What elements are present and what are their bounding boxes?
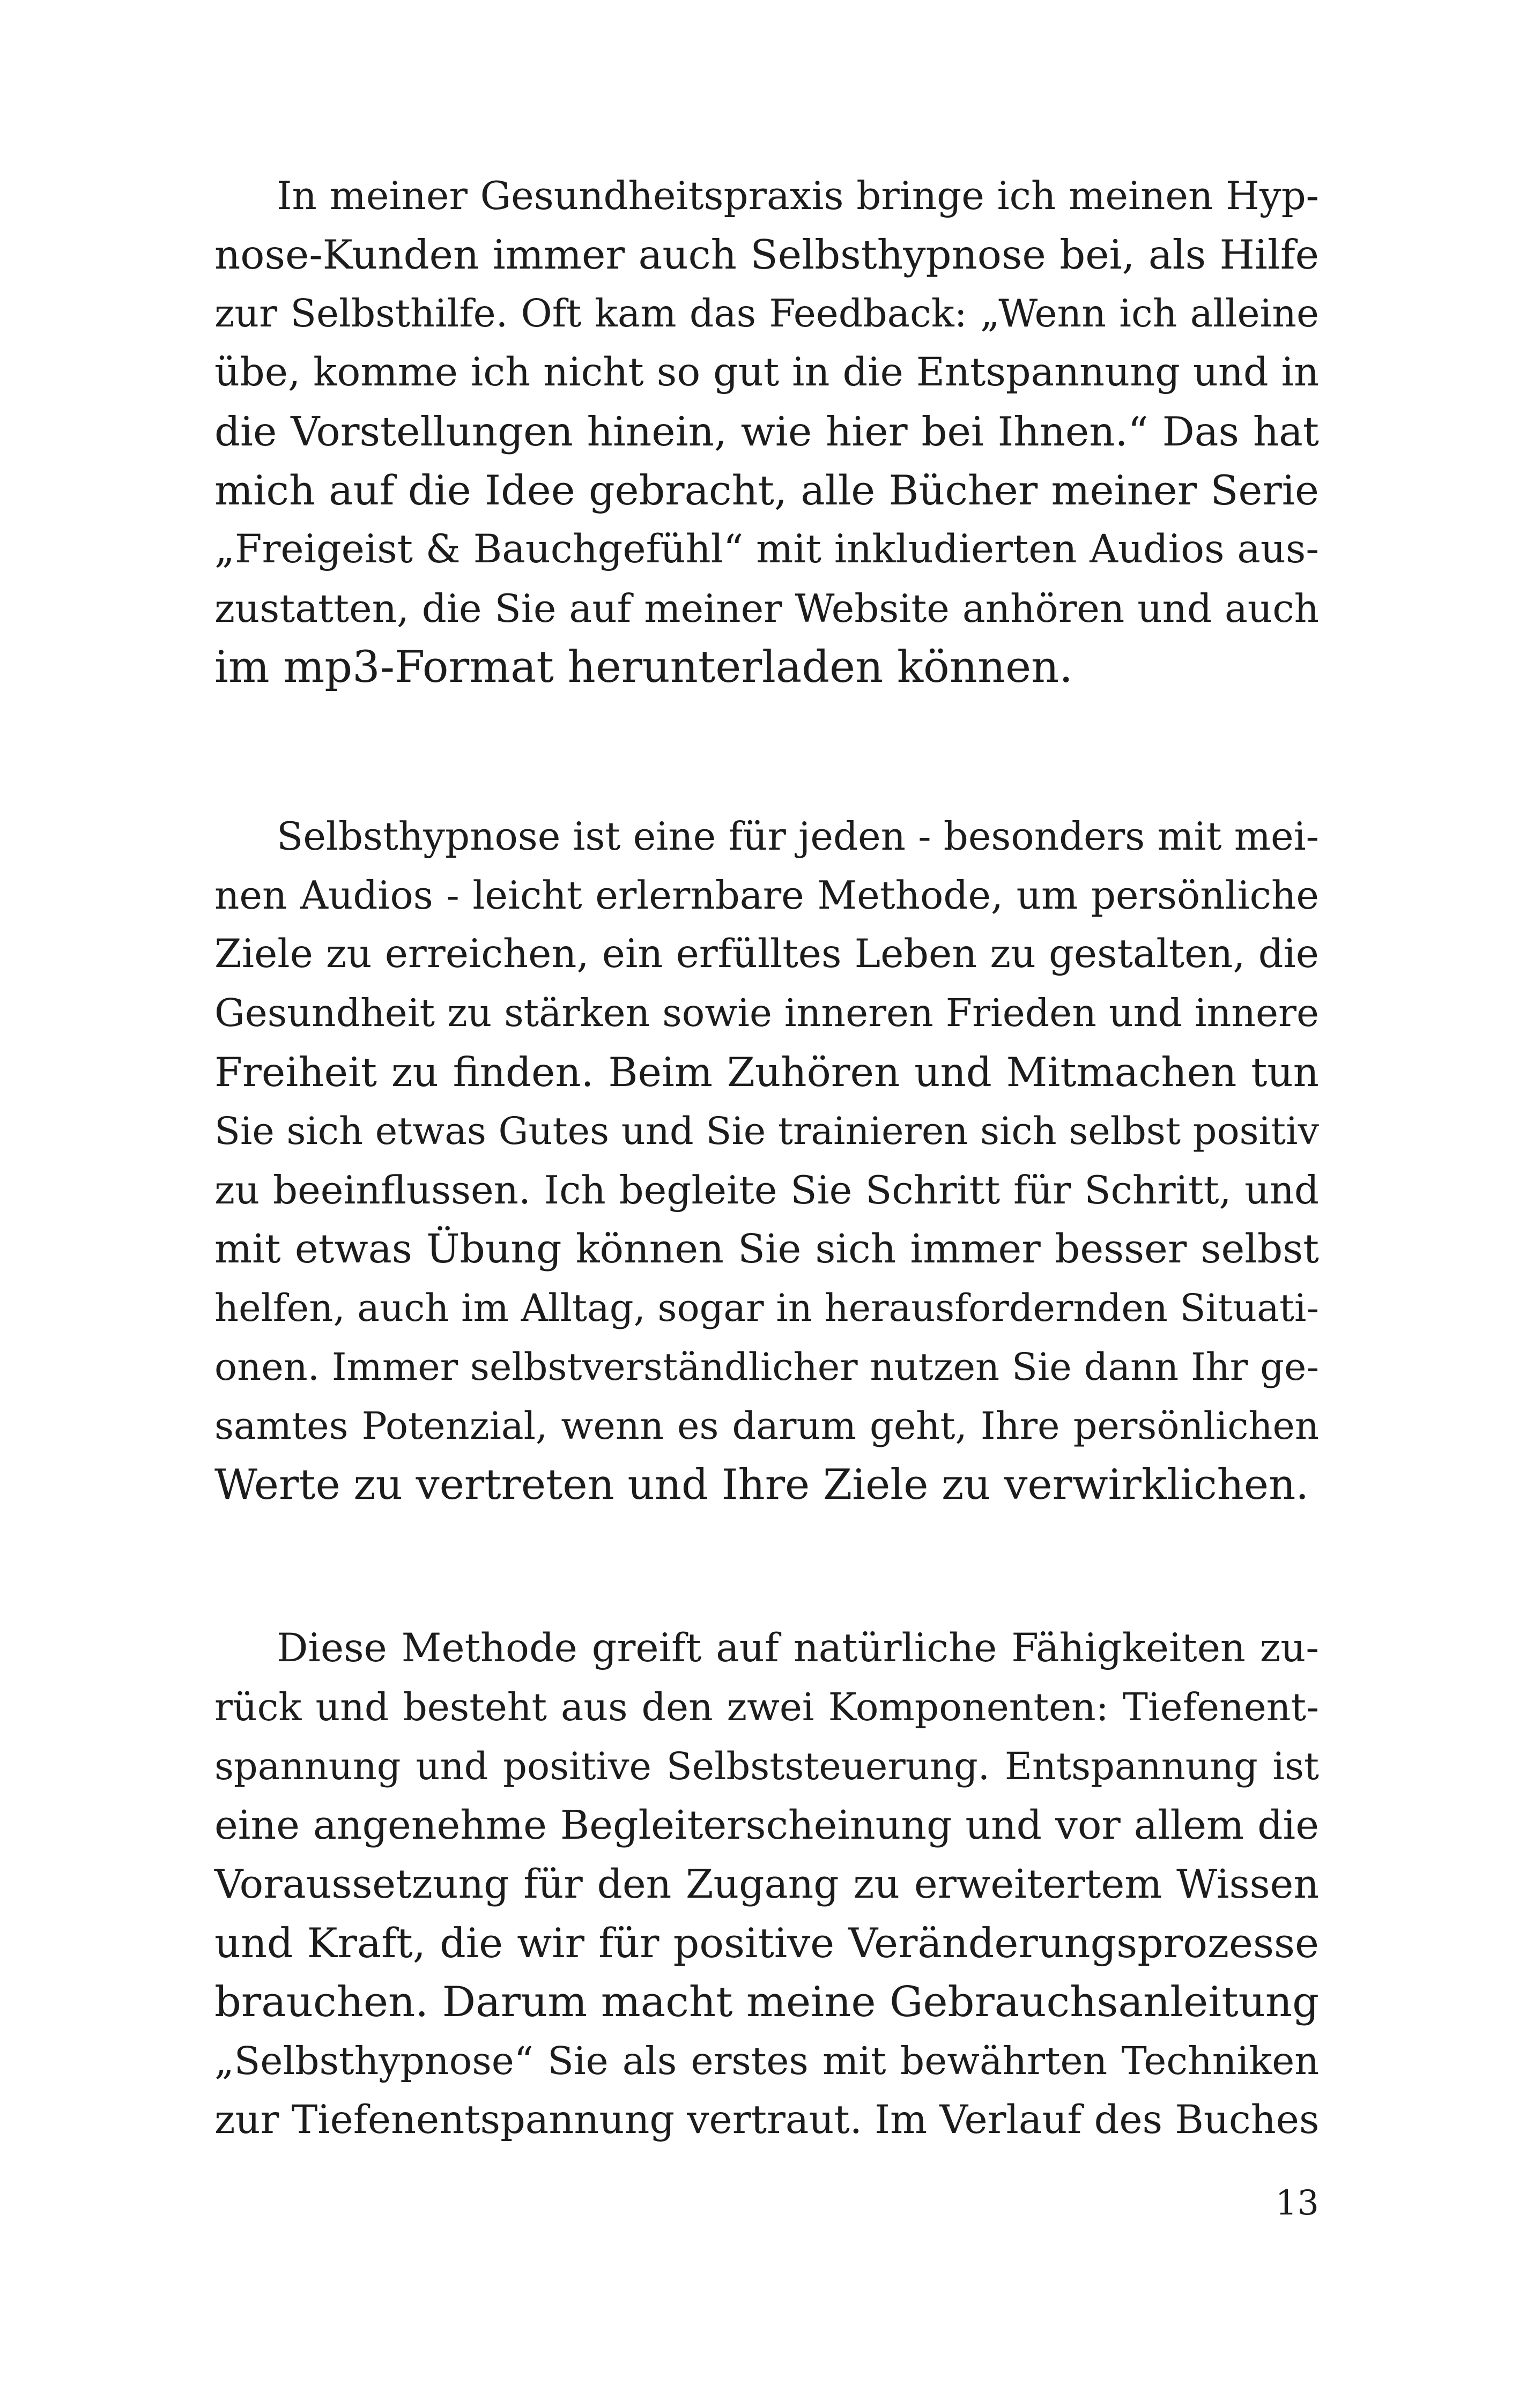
text-line: mich auf die Idee gebracht, alle Bücher meiner Serie	[214, 466, 1319, 514]
text-line: „Freigeist & Bauchgefühl“ mit inkludierten Audios aus-	[214, 526, 1319, 572]
text-line: zur Selbsthilfe. Oft kam das Feedback: „Wenn ich alleine	[214, 291, 1319, 336]
text-line: übe, komme ich nicht so gut in die Entspannung und in	[214, 350, 1319, 395]
text-line: Selbsthypnose ist eine für jeden - besonders mit mei-	[277, 814, 1319, 859]
text-line: und Kraft, die wir für positive Veränderungsprozesse	[214, 1919, 1319, 1967]
text-line: Voraussetzung für den Zugang zu erweitertem Wissen	[214, 1861, 1319, 1907]
text-line: Sie sich etwas Gutes und Sie trainieren sich selbst positiv	[214, 1109, 1319, 1153]
text-line: nose-Kunden immer auch Selbsthypnose bei, als Hilfe	[214, 231, 1319, 278]
text-line: eine angenehme Begleiterscheinung und vor allem die	[214, 1802, 1319, 1848]
text-line: Gesundheit zu stärken sowie inneren Frieden und innere	[214, 991, 1319, 1035]
text-line: rück und besteht aus den zwei Komponenten: Tiefenent-	[214, 1685, 1319, 1729]
text-line: samtes Potenzial, wenn es darum geht, Ihre persönlichen	[214, 1404, 1319, 1448]
text-line: im mp3-Format herunterladen können.	[214, 642, 1073, 693]
text-line: Freiheit zu finden. Beim Zuhören und Mitmachen tun	[214, 1049, 1319, 1096]
text-line: nen Audios - leicht erlernbare Methode, um persönliche	[214, 873, 1319, 918]
text-line: Ziele zu erreichen, ein erfülltes Leben zu gestalten, die	[214, 931, 1319, 977]
text-line: zustatten, die Sie auf meiner Website anhören und auch	[214, 586, 1319, 631]
text-line: spannung und positive Selbststeuerung. Entspannung ist	[214, 1744, 1319, 1788]
text-line: mit etwas Übung können Sie sich immer besser selbst	[214, 1226, 1319, 1272]
text-line: zur Tiefenentspannung vertraut. Im Verlauf des Buches	[214, 2097, 1320, 2143]
text-line: In meiner Gesundheitspraxis bringe ich meinen Hyp-	[277, 173, 1319, 218]
text-line: die Vorstellungen hinein, wie hier bei Ihnen.“ Das hat	[214, 408, 1319, 455]
text-line: Werte zu vertreten und Ihre Ziele zu verwirklichen.	[214, 1461, 1309, 1509]
text-line: brauchen. Darum macht meine Gebrauchsanleitung	[214, 1978, 1319, 2026]
text-line: helfen, auch im Alltag, sogar in herausfordernden Situati-	[214, 1286, 1319, 1330]
page-number: 13	[1275, 2183, 1319, 2223]
text-line: onen. Immer selbstverständlicher nutzen Sie dann Ihr ge-	[214, 1345, 1319, 1389]
text-line: Diese Methode greift auf natürliche Fähigkeiten zu-	[277, 1625, 1319, 1671]
text-line: zu beeinflussen. Ich begleite Sie Schritt für Schritt, und	[214, 1168, 1319, 1213]
text-line: „Selbsthypnose“ Sie als erstes mit bewährten Techniken	[214, 2039, 1319, 2083]
